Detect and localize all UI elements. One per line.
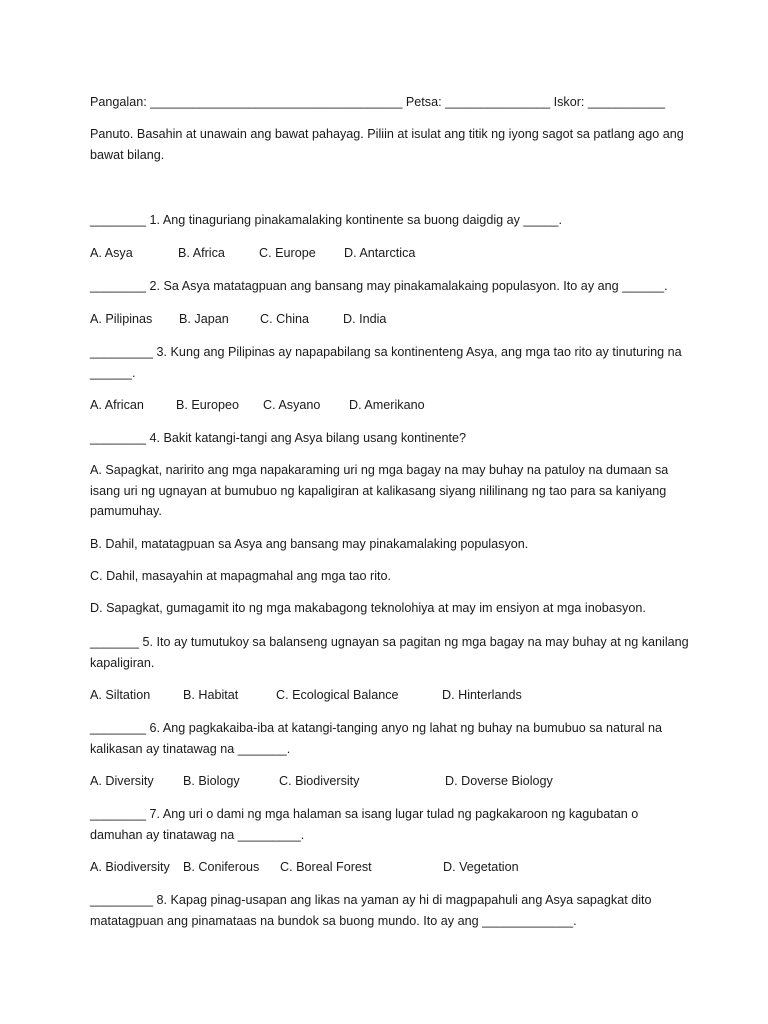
question-4: ________ 4. Bakit katangi-tangi ang Asya bilang usang kontinente? (90, 431, 466, 445)
question-8: _________ 8. Kapag pinag-usapan ang likas na yaman ay hi di magpapahuli ang Asya sapagkat dito matatagpuan ang pinamataas na bundok sa buong mundo. Ito ay ang _____________. (90, 893, 652, 928)
choices-2 (90, 309, 710, 330)
question-3: _________ 3. Kung ang Pilipinas ay napapabilang sa kontinenteng Asya, ang mga tao rito ay tinuturing na ______. (90, 345, 682, 380)
long-choice-4b: B. Dahil, matatagpuan sa Asya ang bansang may pinakamalaking populasyon. (90, 537, 529, 551)
question-5: _______ 5. Ito ay tumutukoy sa balanseng ugnayan sa pagitan ng mga bagay na may buhay at ng kanilang kapaligiran. (90, 635, 689, 670)
choice-3b: B. Europeo (176, 398, 240, 412)
choices-6 (90, 771, 710, 792)
choices-3 (90, 395, 710, 416)
choice-2b: B. Japan (179, 312, 229, 326)
choice-1b: B. Africa (178, 246, 225, 260)
choice-6b: B. Biology (183, 774, 240, 788)
choice-7a: A. Biodiversity (90, 860, 170, 874)
choice-1c: C. Europe (259, 246, 316, 260)
choice-5c: C. Ecological Balance (276, 688, 399, 702)
long-choice-4d: D. Sapagkat, gumagamit ito ng mga makabagong teknolohiya at may im ensiyon at mga inobasyon. (90, 601, 646, 615)
choice-1d: D. Antarctica (344, 246, 416, 260)
choice-2a: A. Pilipinas (90, 312, 153, 326)
choice-7b: B. Coniferous (183, 860, 260, 874)
choices-7 (90, 857, 710, 878)
choice-3c: C. Asyano (263, 398, 321, 412)
long-choice-4c: C. Dahil, masayahin at mapagmahal ang mga tao rito. (90, 569, 392, 583)
choice-5b: B. Habitat (183, 688, 239, 702)
question-7: ________ 7. Ang uri o dami ng mga halaman sa isang lugar tulad ng pagkakaroon ng kagubatan o damuhan ay tinatawag na _________. (90, 807, 639, 842)
question-2: ________ 2. Sa Asya matatagpuan ang bansang may pinakamalakaing populasyon. Ito ay ang ______. (90, 279, 668, 293)
choice-6d: D. Doverse Biology (445, 774, 553, 788)
header-line: Pangalan: ____________________________________ Petsa: _______________ Iskor: ___________ (90, 95, 665, 109)
long-choice-4a: A. Sapagkat, naririto ang mga napakaraming uri ng mga bagay na may buhay na patuloy na dumaan sa isang uri ng ugnayan at bumubuo ng kapaligiran at kalikasang siyang nililinang ng tao para sa kaniyang pamumuhay. (90, 463, 669, 518)
question-6: ________ 6. Ang pagkakaiba-iba at katangi-tanging anyo ng lahat ng buhay na bumubuo sa natural na kalikasan ay tinatawag na _______. (90, 721, 663, 756)
choice-6a: A. Diversity (90, 774, 154, 788)
choice-7d: D. Vegetation (443, 860, 519, 874)
choices-5 (90, 685, 710, 706)
instructions: Panuto. Basahin at unawain ang bawat pahayag. Piliin at isulat ang titik ng iyong sagot sa patlang ago ang bawat bilang. (90, 127, 684, 162)
choice-2d: D. India (343, 312, 387, 326)
choice-1a: A. Asya (90, 246, 133, 260)
choice-2c: C. China (260, 312, 309, 326)
choices-1 (90, 243, 710, 264)
choice-5d: D. Hinterlands (442, 688, 522, 702)
choice-6c: C. Biodiversity (279, 774, 360, 788)
choice-3a: A. African (90, 398, 144, 412)
choice-7c: C. Boreal Forest (280, 860, 372, 874)
question-1: ________ 1. Ang tinaguriang pinakamalaking kontinente sa buong daigdig ay _____. (90, 213, 562, 227)
choice-3d: D. Amerikano (349, 398, 425, 412)
choice-5a: A. Siltation (90, 688, 151, 702)
